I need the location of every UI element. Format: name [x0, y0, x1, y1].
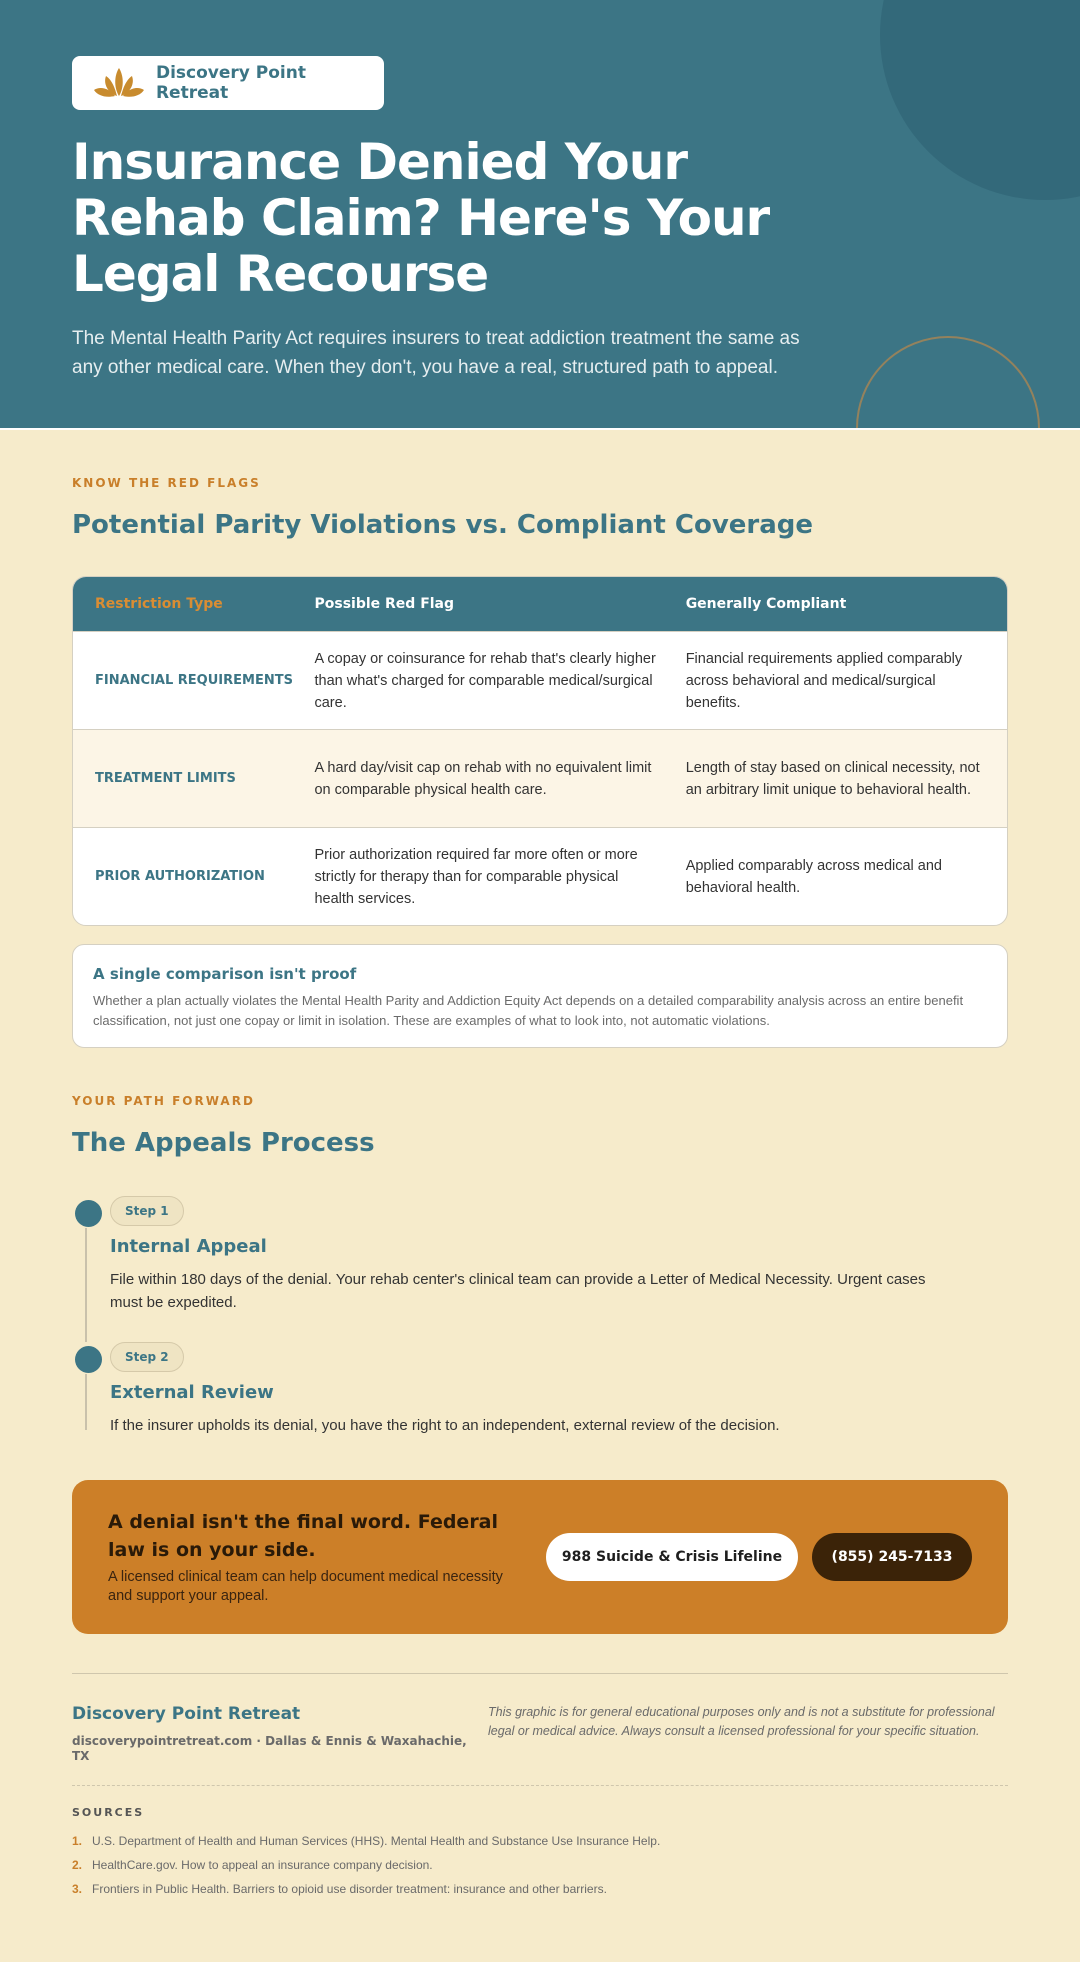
row-red-flag: A hard day/visit cap on rehab with no equivalent limit on comparable physical health care.: [314, 759, 652, 798]
sources-divider: [72, 1785, 1008, 1786]
source-item: [72, 1858, 433, 1872]
header-red-flag: Possible Red Flag: [314, 596, 455, 612]
source-item: [72, 1882, 607, 1896]
flags-kicker: KNOW THE RED FLAGS: [72, 476, 261, 490]
note-body: Whether a plan actually violates the Mental Health Parity and Addiction Equity Act depends on a detailed comparability analysis across an entire benefit classification, not just one copay or limit in isolation. These are examples of what to look into, not automatic violations.: [93, 993, 964, 1028]
source-text: HealthCare.gov. How to appeal an insurance company decision.: [92, 1858, 433, 1872]
crisis-lifeline-button[interactable]: 988 Suicide & Crisis Lifeline: [546, 1533, 798, 1581]
row-compliant: Applied comparably across medical and behavioral health.: [685, 857, 942, 896]
source-number: 1.: [72, 1834, 83, 1848]
row-compliant: Length of stay based on clinical necessity, not an arbitrary limit unique to behavioral health.: [685, 759, 980, 798]
step-badge: Step 1: [110, 1196, 184, 1226]
table-row: [73, 729, 1007, 827]
cta-banner: [72, 1480, 1008, 1634]
row-red-flag: A copay or coinsurance for rehab that's clearly higher than what's charged for comparable medical/surgical care.: [314, 650, 656, 711]
row-compliant: Financial requirements applied comparably across behavioral and medical/surgical benefits.: [685, 650, 963, 711]
decorative-ring: [856, 336, 1040, 430]
cta-title: A denial isn't the final word. Federal law is on your side.: [108, 1511, 499, 1561]
parity-table: [72, 576, 1008, 926]
flags-title: Potential Parity Violations vs. Compliant Coverage: [72, 510, 814, 540]
row-type: PRIOR AUTHORIZATION: [95, 869, 265, 884]
step-title: Internal Appeal: [110, 1236, 267, 1257]
source-text: U.S. Department of Health and Human Services (HHS). Mental Health and Substance Use Insurance Help.: [92, 1834, 661, 1848]
source-text: Frontiers in Public Health. Barriers to opioid use disorder treatment: insurance and other barriers.: [92, 1882, 607, 1896]
cta-subtitle: A licensed clinical team can help document medical necessity and support your appeal.: [108, 1569, 503, 1604]
row-red-flag: Prior authorization required far more often or more strictly for therapy than for comparable physical health services.: [314, 846, 638, 907]
step-body: If the insurer upholds its denial, you have the right to an independent, external review of the decision.: [110, 1417, 780, 1434]
disclaimer-note: [72, 944, 1008, 1048]
brand-badge[interactable]: [72, 56, 384, 110]
footer-brand: Discovery Point Retreat: [72, 1704, 301, 1724]
hero-banner: [0, 0, 1080, 430]
decorative-circle: [880, 0, 1080, 200]
appeals-title: The Appeals Process: [72, 1128, 375, 1158]
step-dot: [75, 1346, 102, 1373]
source-item: [72, 1834, 660, 1848]
row-type: TREATMENT LIMITS: [95, 771, 236, 786]
table-row: [73, 827, 1007, 925]
call-phone-button[interactable]: (855) 245-7133: [812, 1533, 972, 1581]
source-number: 3.: [72, 1882, 83, 1896]
footer-disclaimer: This graphic is for general educational purposes only and is not a substitute for professional legal or medical advice. Always consult a licensed professional for your specific situation.: [488, 1705, 995, 1738]
footer-divider: [72, 1673, 1008, 1674]
step-badge: Step 2: [110, 1342, 184, 1372]
appeals-kicker: YOUR PATH FORWARD: [72, 1094, 255, 1108]
source-number: 2.: [72, 1858, 83, 1872]
footer-meta[interactable]: discoverypointretreat.com · Dallas & Ennis & Waxahachie, TX: [72, 1734, 467, 1763]
timeline-line: [85, 1374, 87, 1430]
step-title: External Review: [110, 1382, 274, 1403]
table-header: [73, 577, 1007, 631]
step-body: File within 180 days of the denial. Your rehab center's clinical team can provide a Letter of Medical Necessity. Urgent cases must be expedited.: [110, 1271, 926, 1311]
table-row: [73, 631, 1007, 729]
timeline-line: [85, 1228, 87, 1342]
lotus-leaf-icon: [92, 66, 146, 100]
note-title: A single comparison isn't proof: [93, 965, 357, 983]
header-compliant: Generally Compliant: [685, 596, 847, 612]
page-title: Insurance Denied Your Rehab Claim? Here's Your Legal Recourse: [72, 133, 770, 303]
brand-name: Discovery Point Retreat: [155, 63, 306, 103]
row-type: FINANCIAL REQUIREMENTS: [95, 673, 293, 688]
step-dot: [75, 1200, 102, 1227]
hero-subtitle: The Mental Health Parity Act requires insurers to treat addiction treatment the same as any other medical care. When they don't, you have a real, structured path to appeal.: [72, 328, 800, 378]
sources-heading: SOURCES: [72, 1806, 145, 1819]
header-restriction-type: Restriction Type: [95, 596, 223, 612]
